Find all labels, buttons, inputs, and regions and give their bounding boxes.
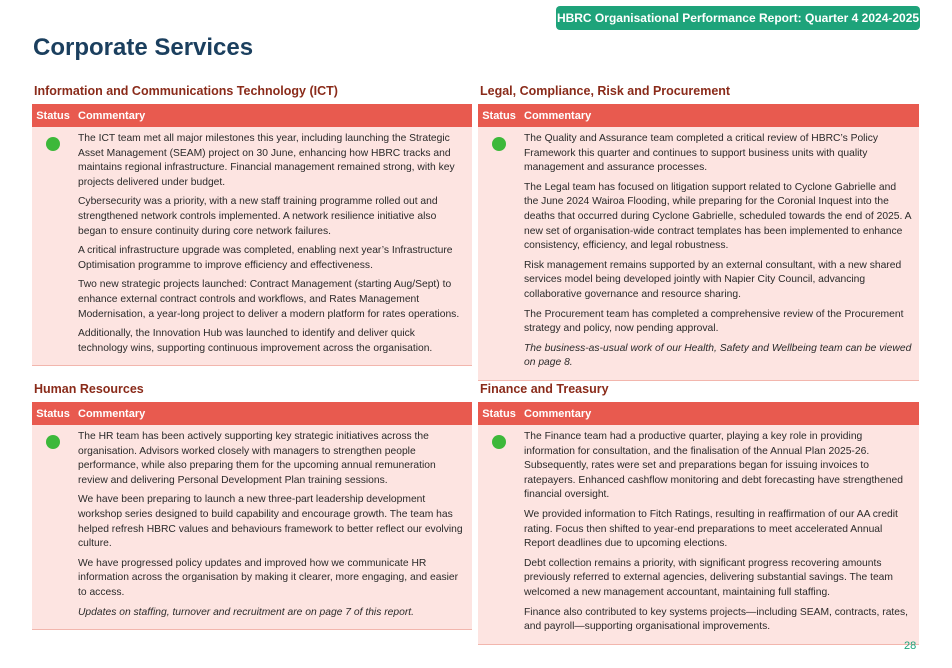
- commentary-paragraph: The Quality and Assurance team completed a critical review of HBRC’s Policy Framework this quarter and continues to support business units with quality management and assurance processes.: [524, 133, 879, 174]
- commentary-header: Commentary: [78, 407, 146, 420]
- commentary-paragraph: We have progressed policy updates and improved how we communicate HR information across the organisation by making it clearer, more engaging, and easier to access.: [78, 557, 459, 598]
- table-header: [32, 104, 472, 127]
- table-row: [478, 425, 919, 645]
- commentary-paragraph: Debt collection remains a priority, with significant progress recovering amounts previously referred to external agencies, delivering substantial savings. The team welcomed a new management accountant, maintaining full staffing.: [524, 557, 893, 598]
- status-indicator-green: [46, 435, 60, 449]
- commentary-cell: [520, 425, 919, 644]
- status-header: Status: [482, 407, 516, 420]
- commentary-paragraph: Finance also contributed to key systems projects—including SEAM, contracts, rates, and payroll—supporting organisational improvements.: [524, 606, 909, 633]
- commentary-header: Commentary: [524, 109, 592, 122]
- report-badge: HBRC Organisational Performance Report: Quarter 4 2024-2025: [556, 6, 920, 30]
- commentary-paragraph: Two new strategic projects launched: Contract Management (starting Aug/Sept) to enhance external contract controls and workflows, and Rates Management Modernisation, a year-long project to deliver a modern platform for rates operations.: [78, 279, 460, 320]
- panel-title: Finance and Treasury: [480, 382, 609, 396]
- commentary-paragraph: The ICT team met all major milestones this year, including launching the Strategic Asset Management (SEAM) project on 30 June, enhancing how HBRC tracks and maintains regional infrastructure. Financial management remained strong, with key projects delivered under budget.: [78, 133, 455, 188]
- commentary-cell: [74, 127, 472, 365]
- panel-title: Information and Communications Technology (ICT): [34, 84, 338, 98]
- table-row: [32, 127, 472, 366]
- commentary-paragraph: We provided information to Fitch Ratings, resulting in reaffirmation of our AA credit rating. Focus then shifted to year-end preparations to meet accelerated Annual Report deadlines due to upcoming elections.: [524, 508, 898, 550]
- table-header: [32, 402, 472, 425]
- commentary-header: Commentary: [524, 407, 592, 420]
- commentary-cell: [74, 425, 472, 629]
- commentary-paragraph: A critical infrastructure upgrade was completed, enabling next year’s Infrastructure Optimisation programme to improve efficiency and effectiveness.: [78, 245, 453, 271]
- commentary-paragraph: The Legal team has focused on litigation support related to Cyclone Gabrielle and the June 2024 Wairoa Flooding, while preparing for the Coronial Inquest into the deaths that occurred during Cyclone Gabrielle, scheduled towards the end of 2025. A new set of organisation-wide contract templates has been implemented to enhance consistency, efficiency, and legal robustness.: [524, 181, 911, 252]
- table-row: [478, 127, 919, 381]
- table-header: [478, 402, 919, 425]
- commentary-paragraph: The HR team has been actively supporting key strategic initiatives across the organisation. Advisors worked closely with managers to strengthen people performance, while also preparing them for the upcoming annual remuneration review and delivering Personal Development Plan training sessions.: [78, 431, 436, 486]
- status-header: Status: [36, 109, 70, 122]
- commentary-paragraph: We have been preparing to launch a new three-part leadership development workshop series designed to build capability and encourage growth. The team has helped refresh HBRC values and behaviours framework to better reflect our evolving culture.: [78, 494, 463, 550]
- table-row: [32, 425, 472, 630]
- commentary-paragraph: The Finance team had a productive quarter, playing a key role in providing information for consultation, and the finalisation of the Annual Plan 2025-26. Subsequently, rates were set and preparations began for issuing invoices to ratepayers. Enhanced cashflow monitoring and debt forecasting have strengthened financial oversight.: [524, 431, 903, 501]
- panel-finance: [478, 382, 919, 645]
- status-header: Status: [482, 109, 516, 122]
- table-header: [478, 104, 919, 127]
- status-indicator-green: [46, 137, 60, 151]
- panel-hr: [32, 382, 472, 630]
- commentary-note: The business-as-usual work of our Health, Safety and Wellbeing team can be viewed on page 8.: [524, 342, 912, 369]
- status-indicator-green: [492, 435, 506, 449]
- commentary-paragraph: Additionally, the Innovation Hub was launched to identify and deliver quick technology wins, supporting continuous improvement across the organisation.: [78, 328, 433, 354]
- status-header: Status: [36, 407, 70, 420]
- panel-title: Legal, Compliance, Risk and Procurement: [480, 84, 731, 98]
- status-indicator-green: [492, 137, 506, 151]
- panel-title: Human Resources: [34, 382, 144, 396]
- panel-ict: [32, 84, 472, 366]
- commentary-cell: [520, 127, 919, 380]
- commentary-paragraph: The Procurement team has completed a comprehensive review of the Procurement strategy and policy, now pending approval.: [524, 308, 904, 335]
- commentary-paragraph: Cybersecurity was a priority, with a new staff training programme rolled out and strengthened network controls implemented. A network resilience initiative also began to ensure continuity during core network failures.: [78, 196, 438, 237]
- page-number: 28: [904, 640, 917, 652]
- commentary-paragraph: Risk management remains supported by an external consultant, with a new shared services model being developed jointly with Napier City Council, advancing collaborative governance and resource sharing.: [524, 259, 902, 300]
- commentary-note: Updates on staffing, turnover and recruitment are on page 7 of this report.: [78, 606, 414, 618]
- panel-legal: [478, 84, 919, 381]
- commentary-header: Commentary: [78, 109, 146, 122]
- page-title: Corporate Services: [33, 34, 254, 61]
